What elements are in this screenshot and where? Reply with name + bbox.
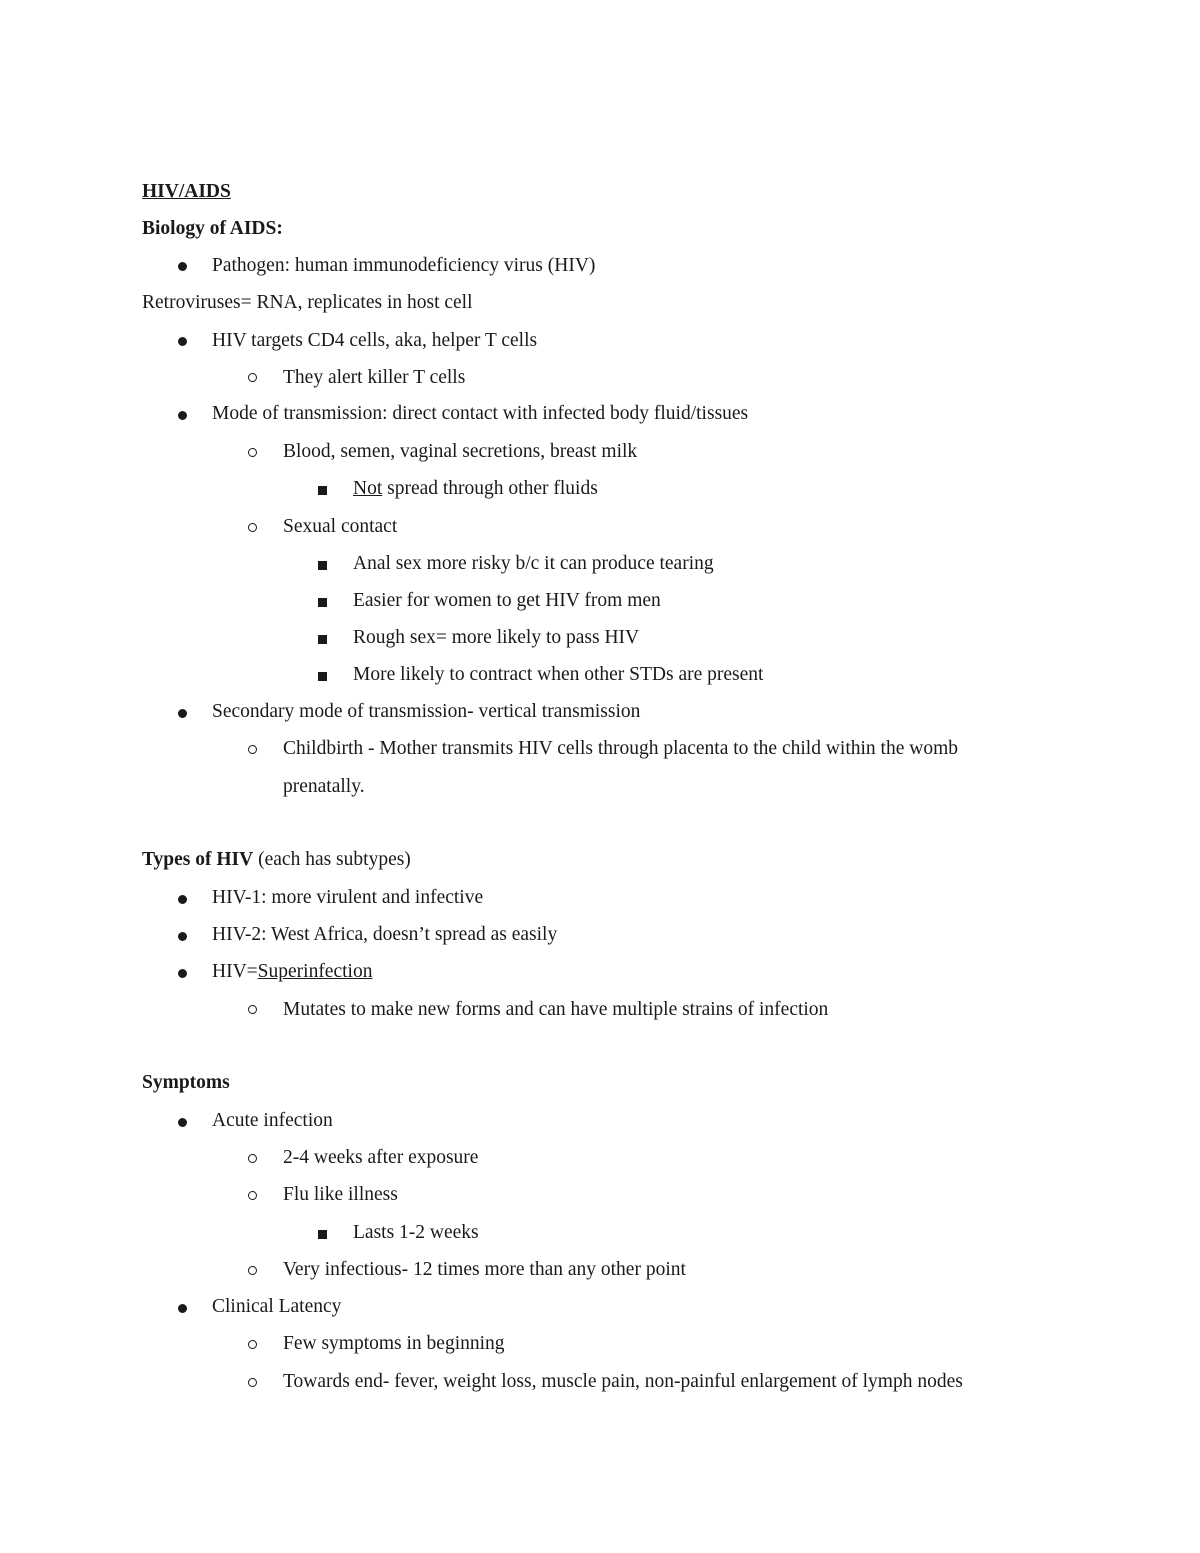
hollow-bullet-icon (248, 1266, 257, 1275)
list-item: More likely to contract when other STDs are present (353, 664, 764, 685)
section-heading-symptoms: Symptoms (142, 1072, 230, 1093)
bullet-icon (178, 1304, 187, 1313)
list-item: Secondary mode of transmission- vertical transmission (212, 701, 641, 722)
square-bullet-icon (318, 672, 327, 681)
paragraph-retroviruses: Retroviruses= RNA, replicates in host cell (142, 292, 473, 313)
hollow-bullet-icon (248, 1005, 257, 1014)
list-item: Flu like illness (283, 1184, 398, 1205)
list-item (353, 477, 598, 501)
hollow-bullet-icon (248, 448, 257, 457)
list-item: They alert killer T cells (283, 367, 466, 388)
bullet-icon (178, 337, 187, 346)
list-item: HIV targets CD4 cells, aka, helper T cells (212, 330, 538, 351)
hollow-bullet-icon (248, 373, 257, 382)
document-title: HIV/AIDS (142, 181, 231, 202)
list-item: Few symptoms in beginning (283, 1333, 505, 1354)
hollow-bullet-icon (248, 1340, 257, 1349)
hollow-bullet-icon (248, 1191, 257, 1200)
hollow-bullet-icon (248, 1378, 257, 1387)
bullet-icon (178, 411, 187, 420)
list-item: 2-4 weeks after exposure (283, 1147, 479, 1168)
hollow-bullet-icon (248, 523, 257, 532)
hollow-bullet-icon (248, 745, 257, 754)
list-item: Anal sex more risky b/c it can produce tearing (353, 553, 714, 574)
list-item: Towards end- fever, weight loss, muscle pain, non-painful enlargement of lymph nodes (283, 1371, 963, 1392)
square-bullet-icon (318, 486, 327, 495)
list-item: Pathogen: human immunodeficiency virus (HIV) (212, 255, 596, 276)
bullet-icon (178, 895, 187, 904)
bullet-icon (178, 932, 187, 941)
list-item: Sexual contact (283, 516, 398, 537)
emphasis-superinfection: Superinfection (257, 961, 373, 982)
square-bullet-icon (318, 1230, 327, 1239)
list-item: Lasts 1-2 weeks (353, 1222, 479, 1243)
bullet-icon (178, 709, 187, 718)
list-item-text: spread through other fluids (382, 478, 598, 499)
list-item: Rough sex= more likely to pass HIV (353, 627, 640, 648)
list-item: Mutates to make new forms and can have multiple strains of infection (283, 999, 829, 1020)
list-item (212, 960, 372, 984)
square-bullet-icon (318, 561, 327, 570)
bullet-icon (178, 1118, 187, 1127)
list-item: Blood, semen, vaginal secretions, breast milk (283, 441, 638, 462)
square-bullet-icon (318, 635, 327, 644)
list-item: Easier for women to get HIV from men (353, 590, 661, 611)
list-item: Very infectious- 12 times more than any other point (283, 1259, 686, 1280)
heading-bold-text: Types of HIV (142, 849, 254, 870)
list-item: Acute infection (212, 1110, 333, 1131)
heading-rest-text: (each has subtypes) (253, 849, 411, 870)
section-heading-biology: Biology of AIDS: (142, 218, 283, 239)
bullet-icon (178, 262, 187, 271)
emphasis-not: Not (353, 478, 383, 499)
list-item: Mode of transmission: direct contact with infected body fluid/tissues (212, 403, 749, 424)
section-heading-types (142, 848, 411, 872)
list-item-continuation: prenatally. (283, 776, 365, 797)
list-item: HIV-2: West Africa, doesn’t spread as easily (212, 924, 558, 945)
bullet-icon (178, 969, 187, 978)
list-item-prefix: HIV= (212, 961, 258, 982)
square-bullet-icon (318, 598, 327, 607)
list-item: HIV-1: more virulent and infective (212, 887, 484, 908)
list-item: Clinical Latency (212, 1296, 342, 1317)
hollow-bullet-icon (248, 1154, 257, 1163)
list-item: Childbirth - Mother transmits HIV cells through placenta to the child within the womb (283, 738, 958, 759)
